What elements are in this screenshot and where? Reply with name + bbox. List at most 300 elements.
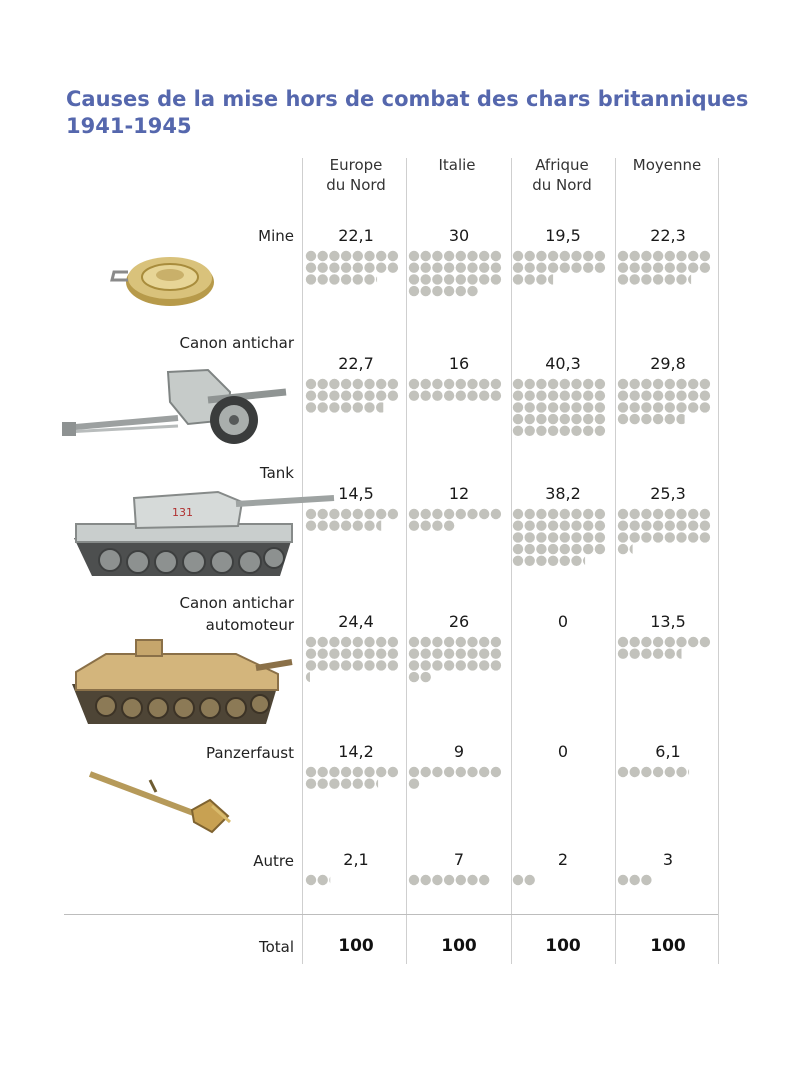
unit-dot	[653, 509, 663, 519]
unit-dot	[432, 251, 442, 261]
row-label-mine	[60, 203, 294, 247]
unit-dot	[525, 521, 535, 531]
cell	[304, 850, 408, 870]
unit-dot	[376, 263, 386, 273]
unit-dot	[676, 509, 686, 519]
unit-dot	[456, 263, 466, 273]
unit-dot	[341, 637, 351, 647]
unit-dot	[665, 274, 675, 284]
unit-dot	[456, 251, 466, 261]
mine-icon	[108, 250, 218, 312]
row-label-line: automoteur	[205, 616, 294, 634]
unit-dot	[444, 274, 454, 284]
unit-dot	[641, 649, 651, 659]
unit-dot	[432, 263, 442, 273]
unit-dot	[479, 767, 489, 777]
cell	[616, 226, 720, 246]
unit-dot	[618, 521, 628, 531]
unit-dot	[700, 251, 710, 261]
unit-dot	[467, 660, 477, 670]
dot-pictogram	[512, 636, 608, 696]
dot-pictogram	[617, 378, 713, 438]
unit-dot	[595, 391, 605, 401]
unit-dot	[479, 379, 489, 389]
unit-dot	[329, 660, 339, 670]
partial-unit-dot	[676, 649, 686, 659]
cell	[511, 850, 615, 870]
dot-pictogram	[512, 766, 608, 826]
unit-dot	[665, 649, 675, 659]
unit-dot	[571, 391, 581, 401]
unit-dot	[571, 263, 581, 273]
unit-dot	[479, 391, 489, 401]
unit-dot	[560, 509, 570, 519]
dot-pictogram	[408, 766, 504, 826]
cell-value: 0	[557, 742, 569, 761]
unit-dot	[388, 391, 398, 401]
cell	[511, 742, 615, 762]
unit-dot	[571, 532, 581, 542]
unit-dot	[376, 391, 386, 401]
unit-dot	[306, 875, 316, 885]
unit-dot	[676, 637, 686, 647]
dot-pictogram	[617, 250, 713, 310]
dot-pictogram	[512, 874, 608, 934]
unit-dot	[665, 637, 675, 647]
dot-pictogram	[408, 508, 504, 568]
partial-unit-dot	[630, 544, 640, 554]
cell	[511, 226, 615, 246]
unit-dot	[353, 779, 363, 789]
unit-dot	[467, 767, 477, 777]
unit-dot	[688, 521, 698, 531]
unit-dot	[306, 391, 316, 401]
unit-dot	[306, 767, 316, 777]
unit-dot	[618, 263, 628, 273]
unit-dot	[700, 637, 710, 647]
unit-dot	[595, 251, 605, 261]
unit-dot	[571, 402, 581, 412]
cell-value: 6,1	[655, 742, 681, 761]
unit-dot	[665, 521, 675, 531]
unit-dot	[630, 637, 640, 647]
total-value: 100	[441, 936, 477, 956]
unit-dot	[525, 414, 535, 424]
unit-dot	[641, 402, 651, 412]
unit-dot	[700, 391, 710, 401]
unit-dot	[618, 532, 628, 542]
unit-dot	[536, 556, 546, 566]
unit-dot	[456, 660, 466, 670]
unit-dot	[467, 251, 477, 261]
unit-dot	[595, 414, 605, 424]
unit-dot	[364, 767, 374, 777]
unit-dot	[653, 637, 663, 647]
unit-dot	[306, 251, 316, 261]
unit-dot	[318, 402, 328, 412]
unit-dot	[525, 556, 535, 566]
cell-value: 25,3	[650, 484, 686, 503]
cell	[304, 484, 408, 504]
unit-dot	[536, 414, 546, 424]
unit-dot	[491, 509, 501, 519]
unit-dot	[353, 509, 363, 519]
unit-dot	[353, 767, 363, 777]
unit-dot	[341, 379, 351, 389]
unit-dot	[676, 379, 686, 389]
total-value: 100	[650, 936, 686, 956]
partial-unit-dot	[329, 875, 339, 885]
unit-dot	[341, 391, 351, 401]
unit-dot	[536, 274, 546, 284]
unit-dot	[306, 649, 316, 659]
unit-dot	[525, 379, 535, 389]
unit-dot	[364, 649, 374, 659]
unit-dot	[618, 544, 628, 554]
unit-dot	[583, 509, 593, 519]
row-label-line: Mine	[258, 227, 294, 245]
unit-dot	[653, 391, 663, 401]
unit-dot	[432, 649, 442, 659]
unit-dot	[630, 274, 640, 284]
unit-dot	[491, 767, 501, 777]
unit-dot	[467, 649, 477, 659]
unit-dot	[479, 251, 489, 261]
unit-dot	[388, 767, 398, 777]
unit-dot	[513, 391, 523, 401]
unit-dot	[618, 379, 628, 389]
column-header-moyenne	[615, 155, 719, 175]
unit-dot	[376, 767, 386, 777]
unit-dot	[630, 391, 640, 401]
chart-title-line1: Causes de la mise hors de combat des chars britanniques	[66, 87, 749, 111]
unit-dot	[353, 274, 363, 284]
unit-dot	[456, 649, 466, 659]
unit-dot	[318, 251, 328, 261]
unit-dot	[630, 402, 640, 412]
unit-dot	[525, 875, 535, 885]
cell-value: 22,7	[338, 354, 374, 373]
partial-unit-dot	[676, 414, 686, 424]
unit-dot	[641, 251, 651, 261]
unit-dot	[513, 274, 523, 284]
partial-unit-dot	[376, 779, 386, 789]
unit-dot	[548, 509, 558, 519]
unit-dot	[653, 532, 663, 542]
dot-pictogram	[617, 636, 713, 696]
unit-dot	[376, 660, 386, 670]
unit-dot	[688, 532, 698, 542]
unit-dot	[513, 544, 523, 554]
unit-dot	[688, 391, 698, 401]
unit-dot	[618, 414, 628, 424]
unit-dot	[409, 251, 419, 261]
unit-dot	[467, 379, 477, 389]
unit-dot	[583, 521, 593, 531]
unit-dot	[513, 875, 523, 885]
unit-dot	[688, 251, 698, 261]
unit-dot	[329, 251, 339, 261]
unit-dot	[571, 556, 581, 566]
unit-dot	[329, 274, 339, 284]
cell-value: 30	[448, 226, 470, 245]
unit-dot	[548, 532, 558, 542]
unit-dot	[665, 379, 675, 389]
unit-dot	[583, 379, 593, 389]
unit-dot	[513, 426, 523, 436]
unit-dot	[341, 521, 351, 531]
column-header-line: Europe	[329, 156, 383, 174]
row-label-line: Autre	[253, 852, 294, 870]
unit-dot	[525, 426, 535, 436]
unit-dot	[409, 649, 419, 659]
unit-dot	[329, 779, 339, 789]
cell	[616, 612, 720, 632]
unit-dot	[665, 251, 675, 261]
unit-dot	[571, 426, 581, 436]
unit-dot	[479, 274, 489, 284]
unit-dot	[618, 402, 628, 412]
unit-dot	[688, 379, 698, 389]
unit-dot	[653, 274, 663, 284]
unit-dot	[353, 521, 363, 531]
unit-dot	[641, 767, 651, 777]
unit-dot	[676, 767, 686, 777]
unit-dot	[364, 637, 374, 647]
unit-dot	[536, 379, 546, 389]
unit-dot	[700, 521, 710, 531]
unit-dot	[456, 875, 466, 885]
unit-dot	[409, 274, 419, 284]
cell	[407, 612, 511, 632]
cell-value: 22,3	[650, 226, 686, 245]
unit-dot	[318, 649, 328, 659]
unit-dot	[421, 274, 431, 284]
grid-line	[615, 158, 616, 964]
unit-dot	[421, 286, 431, 296]
unit-dot	[560, 532, 570, 542]
unit-dot	[444, 875, 454, 885]
unit-dot	[641, 509, 651, 519]
dot-pictogram	[617, 508, 713, 568]
unit-dot	[421, 521, 431, 531]
cell-value: 16	[448, 354, 470, 373]
unit-dot	[618, 875, 628, 885]
unit-dot	[491, 379, 501, 389]
unit-dot	[479, 649, 489, 659]
unit-dot	[467, 875, 477, 885]
unit-dot	[491, 251, 501, 261]
row-label-line	[60, 310, 294, 332]
unit-dot	[432, 391, 442, 401]
unit-dot	[456, 274, 466, 284]
cell-value: 26	[448, 612, 470, 631]
unit-dot	[364, 263, 374, 273]
unit-dot	[353, 637, 363, 647]
total-value: 100	[338, 936, 374, 956]
unit-dot	[388, 251, 398, 261]
cell	[304, 226, 408, 246]
unit-dot	[409, 779, 419, 789]
cell-value: 9	[453, 742, 465, 761]
cell-value: 24,4	[338, 612, 374, 631]
unit-dot	[583, 263, 593, 273]
column-header-afrique-du-nord	[510, 155, 614, 195]
unit-dot	[341, 509, 351, 519]
unit-dot	[665, 767, 675, 777]
unit-dot	[409, 521, 419, 531]
unit-dot	[700, 532, 710, 542]
cell-value: 2,1	[343, 850, 369, 869]
total-value: 100	[545, 936, 581, 956]
row-label-line	[60, 203, 294, 225]
unit-dot	[525, 509, 535, 519]
unit-dot	[513, 521, 523, 531]
dot-pictogram	[305, 766, 401, 826]
unit-dot	[641, 532, 651, 542]
unit-dot	[630, 251, 640, 261]
unit-dot	[525, 274, 535, 284]
row-label-line: Canon antichar	[179, 594, 294, 612]
row-label-line: Tank	[259, 464, 294, 482]
unit-dot	[306, 402, 316, 412]
unit-dot	[444, 379, 454, 389]
unit-dot	[467, 509, 477, 519]
unit-dot	[318, 779, 328, 789]
unit-dot	[513, 414, 523, 424]
unit-dot	[421, 660, 431, 670]
cell-value: 19,5	[545, 226, 581, 245]
unit-dot	[376, 251, 386, 261]
unit-dot	[571, 251, 581, 261]
partial-unit-dot	[376, 521, 386, 531]
cell	[616, 484, 720, 504]
cell-value: 7	[453, 850, 465, 869]
unit-dot	[318, 509, 328, 519]
row-label-line: Panzerfaust	[205, 744, 294, 762]
unit-dot	[444, 660, 454, 670]
unit-dot	[665, 509, 675, 519]
unit-dot	[595, 379, 605, 389]
unit-dot	[421, 875, 431, 885]
unit-dot	[409, 263, 419, 273]
partial-unit-dot	[583, 556, 593, 566]
unit-dot	[306, 379, 316, 389]
unit-dot	[536, 532, 546, 542]
unit-dot	[595, 532, 605, 542]
unit-dot	[353, 379, 363, 389]
anti-tank-gun-icon	[58, 362, 288, 450]
unit-dot	[665, 263, 675, 273]
unit-dot	[444, 509, 454, 519]
unit-dot	[688, 402, 698, 412]
unit-dot	[595, 263, 605, 273]
unit-dot	[676, 521, 686, 531]
unit-dot	[548, 556, 558, 566]
unit-dot	[329, 767, 339, 777]
cell	[511, 612, 615, 632]
unit-dot	[676, 274, 686, 284]
unit-dot	[618, 649, 628, 659]
unit-dot	[548, 521, 558, 531]
unit-dot	[595, 426, 605, 436]
unit-dot	[641, 414, 651, 424]
column-header-line: Afrique	[535, 156, 589, 174]
unit-dot	[388, 660, 398, 670]
unit-dot	[513, 251, 523, 261]
dot-pictogram	[512, 250, 608, 310]
unit-dot	[376, 509, 386, 519]
unit-dot	[479, 263, 489, 273]
unit-dot	[421, 263, 431, 273]
unit-dot	[548, 402, 558, 412]
unit-dot	[444, 263, 454, 273]
unit-dot	[409, 672, 419, 682]
cell-value: 29,8	[650, 354, 686, 373]
unit-dot	[583, 251, 593, 261]
unit-dot	[641, 875, 651, 885]
unit-dot	[630, 379, 640, 389]
unit-dot	[364, 509, 374, 519]
unit-dot	[479, 660, 489, 670]
unit-dot	[364, 251, 374, 261]
unit-dot	[618, 391, 628, 401]
unit-dot	[318, 274, 328, 284]
column-header-europe-du-nord	[304, 155, 408, 195]
dot-pictogram	[408, 636, 504, 696]
unit-dot	[318, 263, 328, 273]
unit-dot	[306, 660, 316, 670]
unit-dot	[560, 263, 570, 273]
unit-dot	[409, 875, 419, 885]
grid-line	[406, 158, 407, 964]
cell-value: 22,1	[338, 226, 374, 245]
unit-dot	[630, 521, 640, 531]
unit-dot	[653, 767, 663, 777]
unit-dot	[388, 509, 398, 519]
column-header-line: du Nord	[532, 176, 592, 194]
unit-dot	[444, 767, 454, 777]
unit-dot	[618, 637, 628, 647]
cell-value: 12	[448, 484, 470, 503]
unit-dot	[388, 649, 398, 659]
unit-dot	[376, 637, 386, 647]
unit-dot	[560, 556, 570, 566]
unit-dot	[525, 391, 535, 401]
unit-dot	[513, 556, 523, 566]
unit-dot	[444, 391, 454, 401]
unit-dot	[653, 402, 663, 412]
unit-dot	[491, 637, 501, 647]
unit-dot	[595, 509, 605, 519]
unit-dot	[432, 637, 442, 647]
unit-dot	[560, 521, 570, 531]
unit-dot	[676, 391, 686, 401]
unit-dot	[409, 509, 419, 519]
dot-pictogram	[512, 378, 608, 438]
unit-dot	[421, 767, 431, 777]
partial-unit-dot	[376, 274, 386, 284]
row-label-total: Total	[258, 938, 294, 956]
unit-dot	[536, 544, 546, 554]
cell	[616, 354, 720, 374]
unit-dot	[548, 251, 558, 261]
unit-dot	[513, 402, 523, 412]
unit-dot	[653, 649, 663, 659]
svg-text:131: 131	[172, 506, 193, 519]
unit-dot	[306, 779, 316, 789]
unit-dot	[571, 521, 581, 531]
